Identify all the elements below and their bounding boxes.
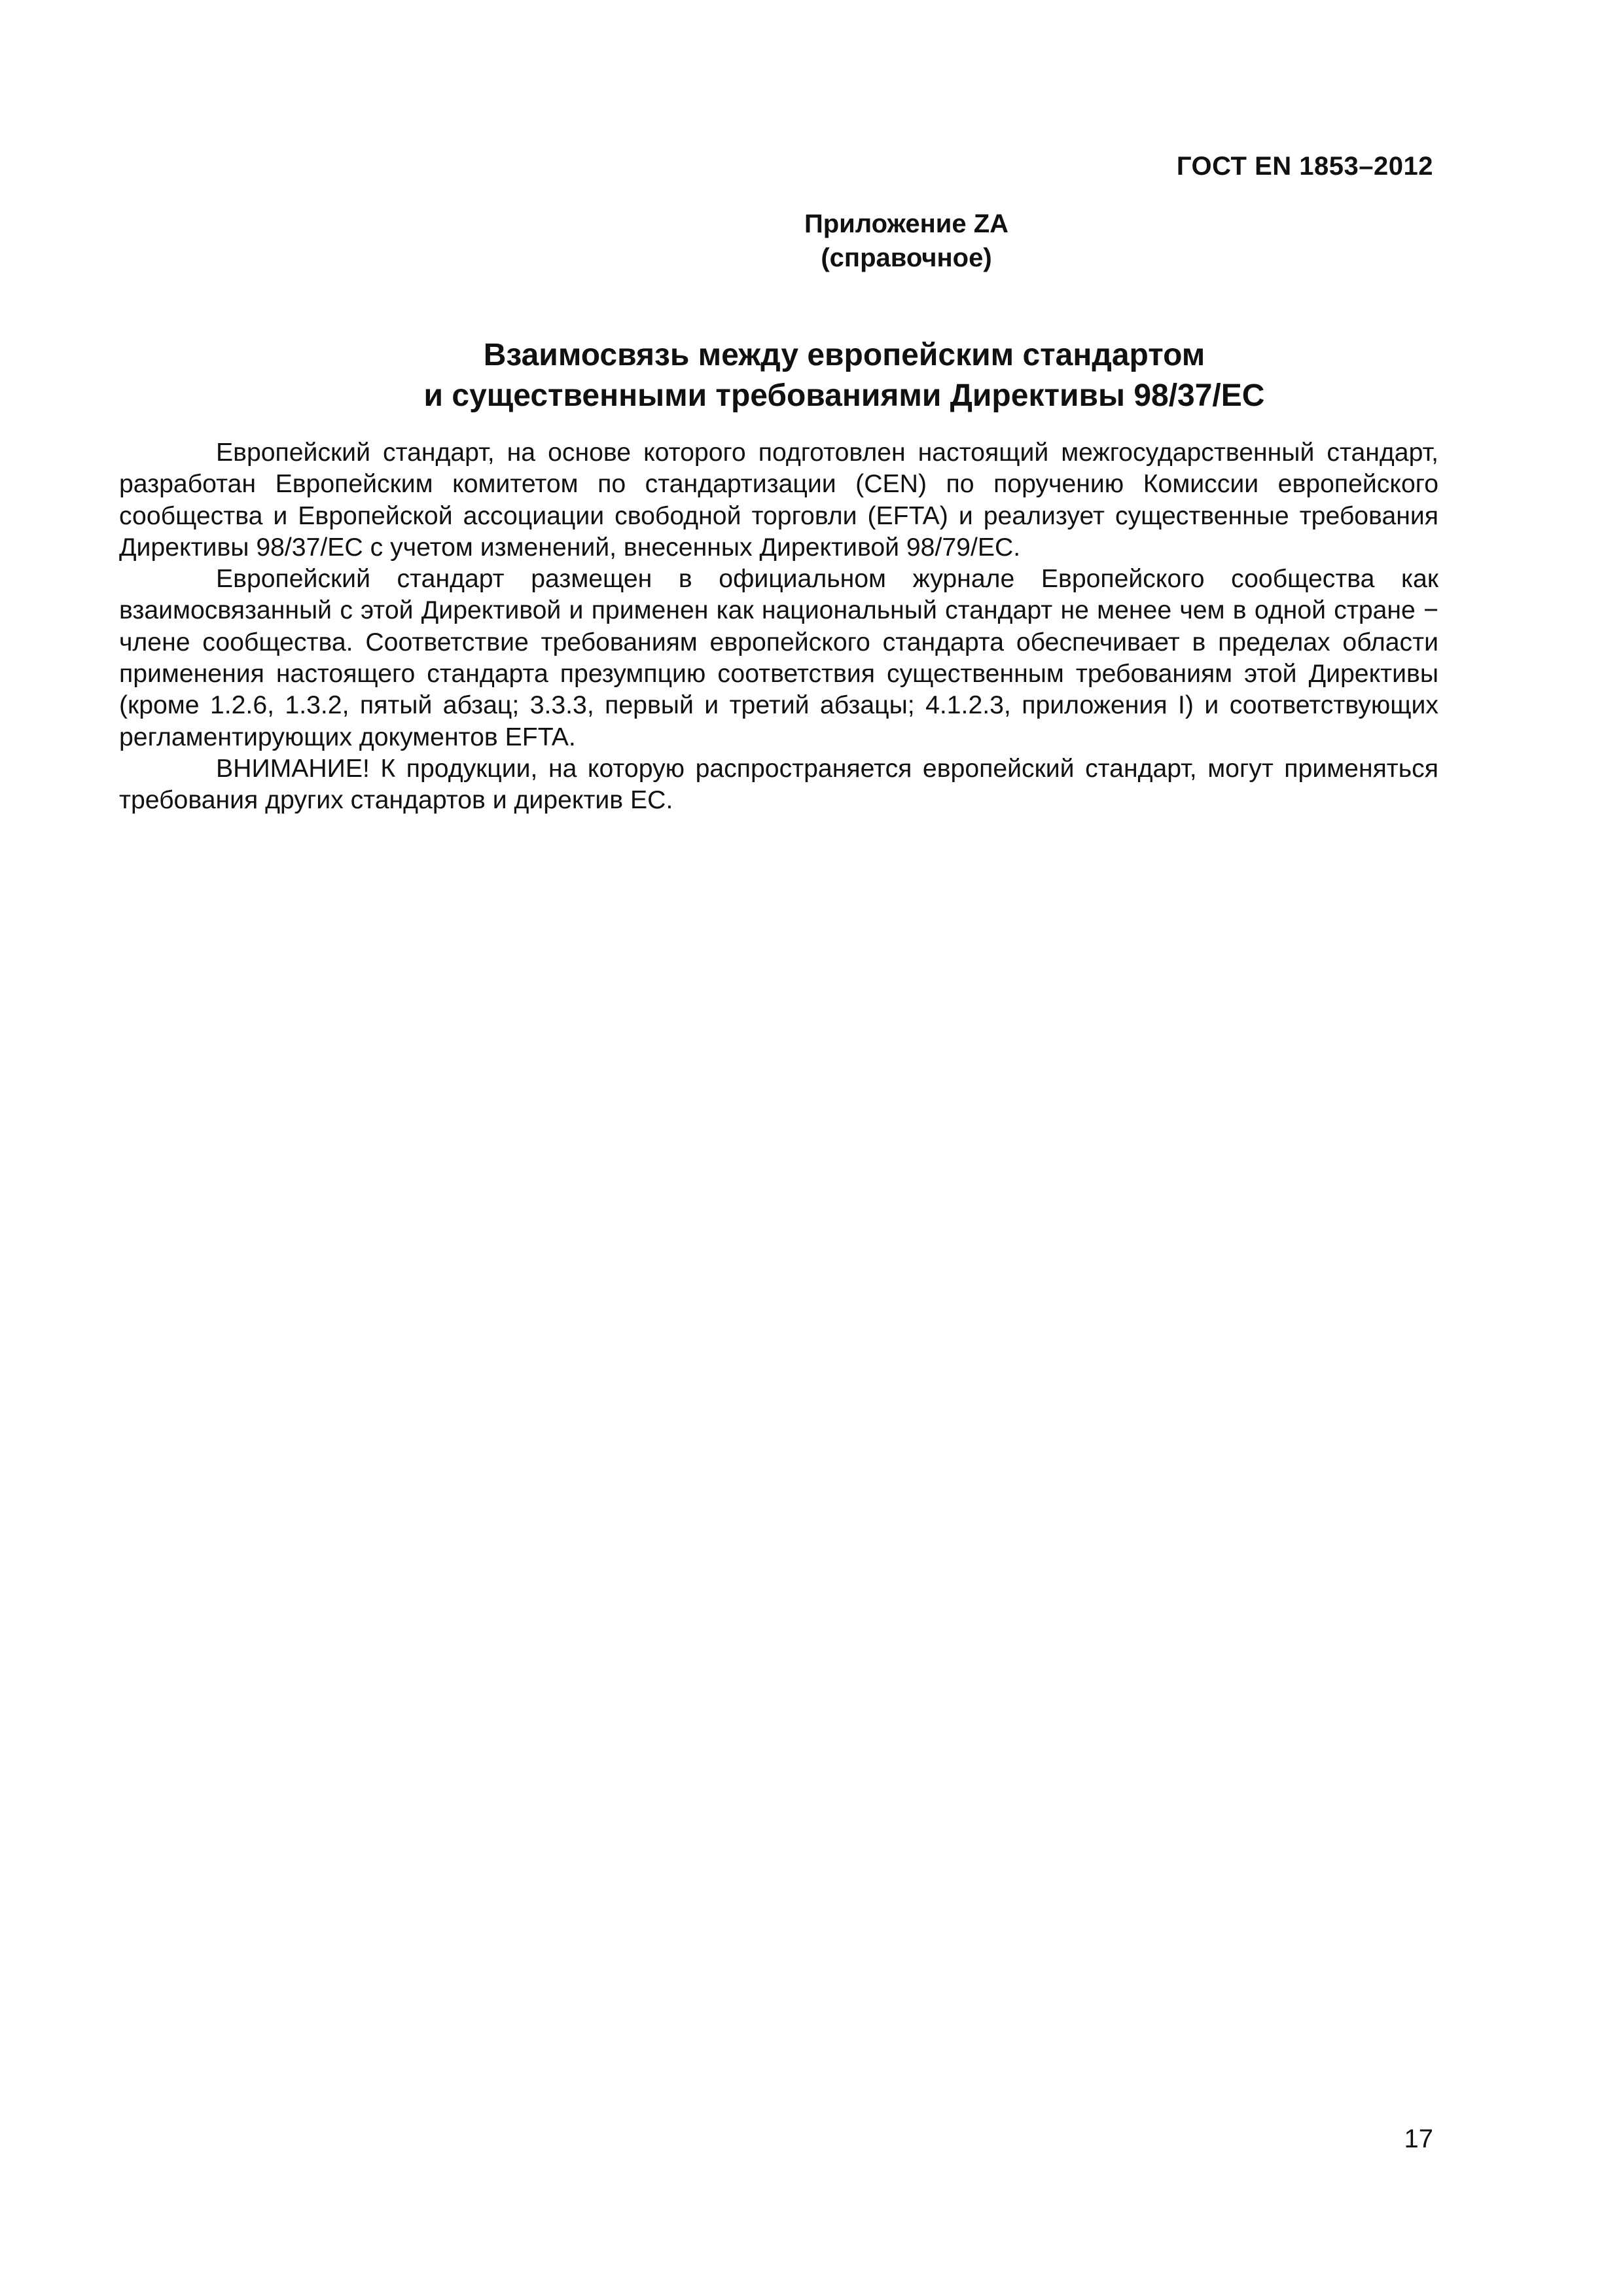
document-code: ГОСТ EN 1853–2012 — [1176, 152, 1433, 181]
page-number: 17 — [1404, 2125, 1433, 2153]
paragraph-2: Европейский стандарт размещен в официальном журнале Европейского сообщества как взаимосвязанный с этой Директивой и применен как национальный стандарт не менее чем в одной стране − члене сообщества. Соответствие требованиям европейского стандарта обеспечивает в пределах области применения настоящего стандарта презумпцию соответствия существенным требованиям этой Директивы (кроме 1.2.6, 1.3.2, пятый абзац; 3.3.3, первый и третий абзацы; 4.1.2.3, приложения I) и соответствующих регламентирующих документов EFTA. — [119, 565, 1438, 751]
annex-status: (справочное) — [821, 243, 992, 272]
paragraph-3: ВНИМАНИЕ! К продукции, на которую распространяется европейский стандарт, могут применяться требования других стандартов и директив ЕС. — [119, 754, 1438, 815]
paragraph-1: Европейский стандарт, на основе которого подготовлен настоящий межгосударственный стандарт, разработан Европейским комитетом по стандартизации (CEN) по поручению Комиссии европейского сообщества и Европейской ассоциации свободной торговли (EFTA) и реализует существенные требования Директивы 98/37/ЕС с учетом изменений, внесенных Директивой 98/79/ЕС. — [119, 439, 1438, 562]
annex-title-line-2: и существенными требованиями Директивы 98/37/ЕС — [423, 378, 1265, 413]
annex-heading — [0, 207, 1623, 275]
annex-label: Приложение ZA — [804, 209, 1009, 238]
annex-title — [0, 335, 1623, 416]
annex-title-line-1: Взаимосвязь между европейским стандартом — [483, 338, 1205, 372]
body-text — [119, 437, 1438, 817]
